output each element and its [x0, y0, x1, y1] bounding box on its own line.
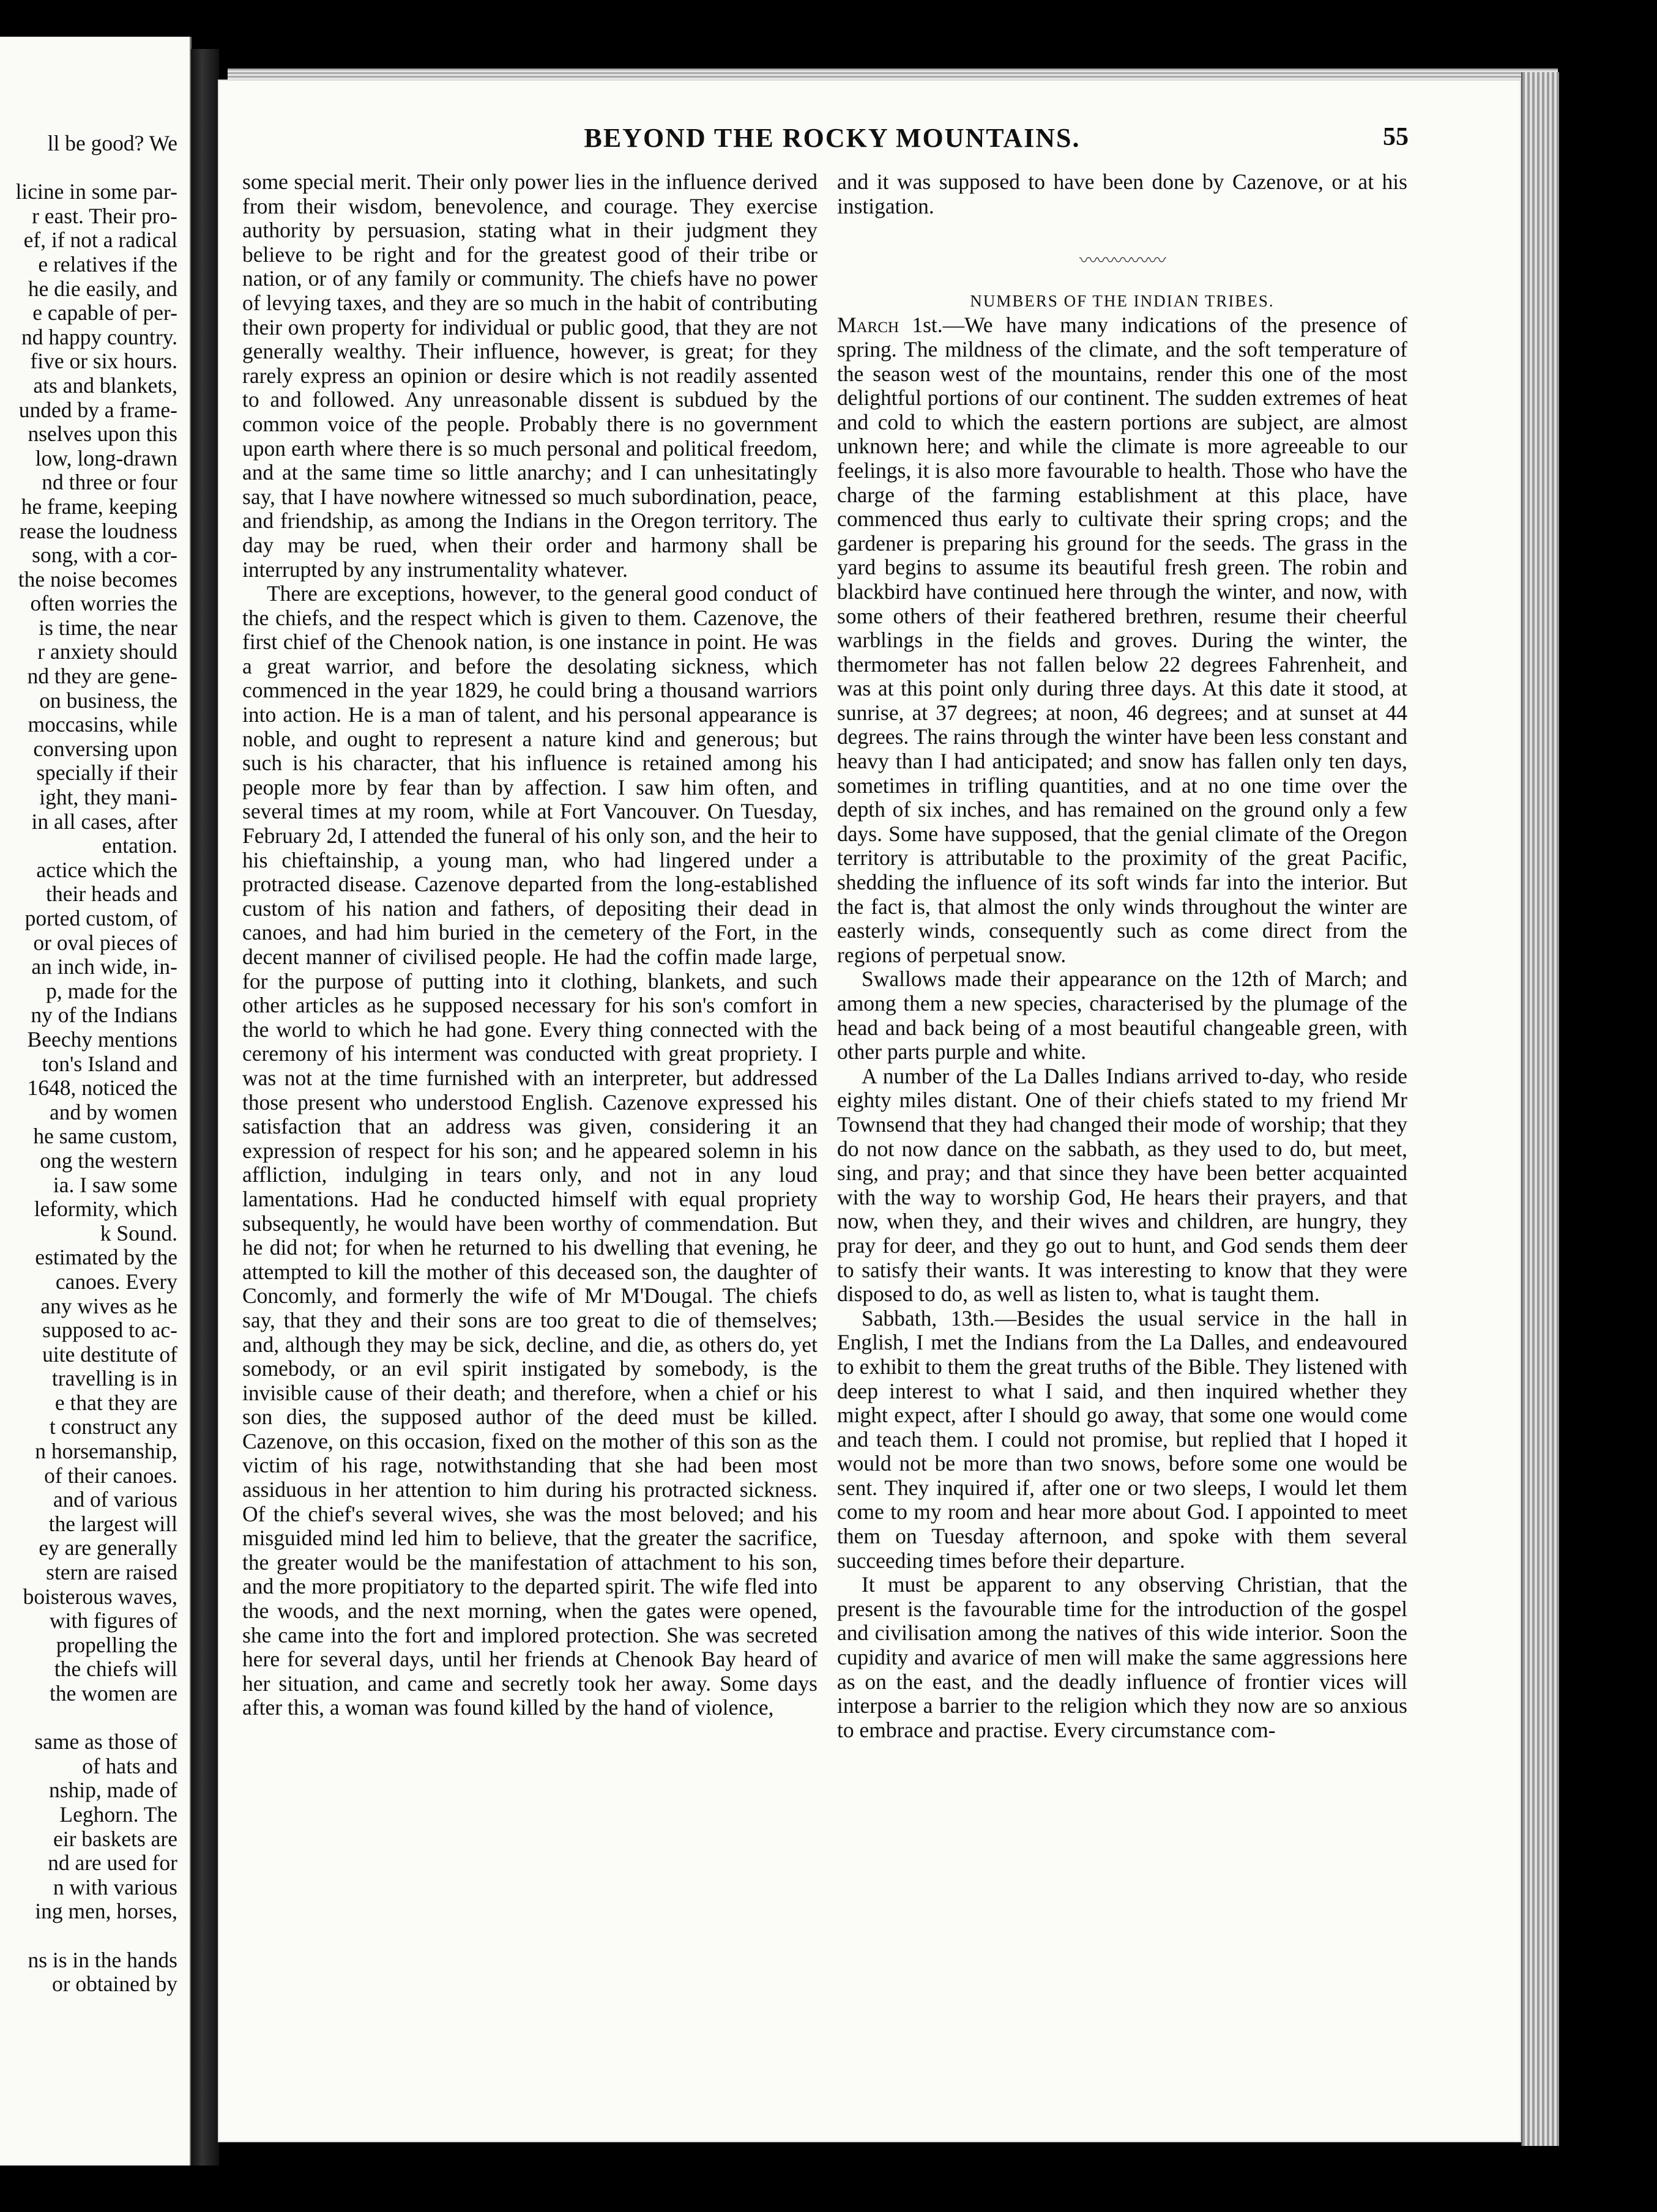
left-page-line: ported custom, of [24, 907, 177, 930]
left-page-line: the chiefs will [54, 1657, 177, 1682]
left-page-line: is time, the near [39, 615, 177, 640]
page-edges-right [1521, 72, 1559, 2146]
left-page-line: n horsemanship, [35, 1439, 177, 1464]
left-page-line: the largest will [48, 1512, 177, 1536]
left-page-line: ton's Island and [42, 1052, 177, 1076]
left-page-line [0, 1924, 177, 1948]
left-page-line: specially if their [36, 761, 177, 785]
left-page-line: estimated by the [35, 1245, 177, 1270]
left-page-line: of hats and [82, 1754, 177, 1778]
left-page-line: conversing upon [33, 737, 177, 761]
left-page-line: rease the loudness [19, 519, 177, 543]
left-page-line: ey are generally [39, 1536, 177, 1561]
left-page-line: k Sound. [100, 1221, 177, 1245]
left-page-line: ns is in the hands [28, 1948, 177, 1972]
left-page-line: nd happy country. [21, 325, 177, 349]
page-edges-top [228, 69, 1558, 80]
left-page-line: or obtained by [51, 1972, 177, 1997]
date-lead: March [837, 313, 899, 338]
left-page-line: any wives as he [40, 1294, 177, 1318]
left-page-line: he frame, keeping [21, 494, 177, 519]
left-page-line: supposed to ac- [42, 1318, 177, 1343]
left-page-line: the women are [50, 1682, 177, 1705]
left-page-line: uite destitute of [42, 1342, 177, 1367]
left-page-line: nselves upon this [28, 422, 177, 447]
paragraph: There are exceptions, however, to the general good conduct of the chiefs, and the respect which is given to them. Cazenove, the first chief of the Chenook nation, is one instance in point. He was a great warrior, and before the desolating sickness, which commenced in the year 1829, he could bring a thousand warriors into action. He is a man of talent, and his personal appearance is noble, and ought to represent a nature kind and generous; but such is his character, that his influence is retained among his people more by fear than by affection. I saw him often, and several times at my room, while at Fort Vancouver. On Tuesday, February 2d, I attended the funeral of his only son, and the heir to his chieftainship, a young man, who had lingered under a protracted disease. Cazenove departed from the long-established custom of his nation and fathers, of depositing their dead in canoes, and had him buried in the cemetery of the Fort, in the decent manner of civilised people. He had the coffin made large, for the purpose of putting into it clothing, blankets, and such other articles as he supposed necessary for his son's comfort in the world to which he had gone. Every thing connected with the ceremony of his interment was conducted with great propriety. I was not at the time furnished with an interpreter, but addressed those present who understood English. Cazenove expressed his satisfaction that an address was given, considering it an expression of respect for his son; and he appeared solemn in his affliction, indulging in tears only, and not in any loud lamentations. Had he conducted himself with equal propriety subsequently, he would have been worthy of commendation. But he did not; for when he returned to his dwelling that evening, he attempted to kill the mother of this deceased son, the daughter of Concomly, and formerly the wife of Mr M'Dougal. The chiefs say, that they and their sons are too great to die of themselves; and, although they may be sick, decline, and die, as others do, yet somebody, or an evil spirit instigated by somebody, is the invisible cause of their death; and therefore, when a chief or his son dies, the supposed author of the deed must be killed. Cazenove, on this occasion, fixed on the mother of this son as the victim of his rage, notwithstanding that she had been most assiduous in her attention to him during his protracted sickness. Of the chief's several wives, she was the most beloved; and his misguided mind led him to believe, that the greater the sacrifice, the greater would be the manifestation of attachment to his son, and the more propitiatory to the departed spirit. The wife fled into the woods, and the next morning, when the gates were opened, she came into the fort and implored protection. She was secreted here for several days, until her friends at Chenook Bay heard of her situation, and came and secretly took her away. Some days after this, a woman was found killed by the hand of violence, [242, 581, 817, 1720]
left-page-line: e relatives if the [38, 252, 177, 276]
left-page-line: he die easily, and [28, 276, 177, 301]
left-page-line: often worries the [30, 592, 177, 616]
left-page-line: stern are raised [46, 1561, 177, 1585]
left-page-line: licine in some par- [15, 180, 177, 204]
left-page-line: he same custom, [33, 1124, 177, 1149]
paragraph: some special merit. Their only power lies in the influence derived from their wisdom, benevolence, and courage. They exercise authority by persuasion, stating what in their judgment they believe to be right and for the greatest good of their tribe or nation, or of any family or community. The chiefs have no power of levying taxes, and they are so much in the habit of contributing their own property for individual or public good, that they are not generally wealthy. Their influence, however, is great; for they rarely express an opinion or desire which is not readily assented to and followed. Any unreasonable dissent is subdued by the common voice of the people. Probably there is no government upon earth where there is so much personal and political freedom, and at the same time so little anarchy; and I can unhesitatingly say, that I have nowhere witnessed so much subordination, peace, and friendship, as among the Indians in the Oregon territory. The day may be rued, when their order and harmony shall be interrupted by any instrumentality whatever. [242, 169, 817, 582]
page-number: 55 [1383, 123, 1409, 151]
paragraph: A number of the La Dalles Indians arrived to-day, who reside eighty miles distant. One of their chiefs stated to my friend Mr Townsend that they had changed their mode of worship; that they do not now dance on the sabbath, as they used to do, but meet, sing, and pray; and that since they have been better acquainted with the way to worship God, He hears their prayers, and that now, when they, and their wives and children, are hungry, they pray for deer, and they go out to hunt, and God sends them deer to satisfy their wants. It was interesting to know that they were disposed to do, as well as listen to, what is taught them. [837, 1063, 1407, 1307]
book-gutter [191, 49, 219, 2166]
left-page-line: e capable of per- [32, 301, 177, 325]
left-page-line: actice which the [36, 858, 177, 882]
left-page-line: nd are used for [48, 1851, 177, 1876]
left-page-line: ight, they mani- [39, 785, 177, 810]
left-page-line [0, 156, 177, 180]
left-page-line: n with various [53, 1875, 177, 1899]
left-page-line: leformity, which [34, 1197, 177, 1222]
left-page-line: an inch wide, in- [31, 955, 177, 979]
left-page-line: e that they are [54, 1390, 177, 1415]
left-page-line: r anxiety should [37, 640, 177, 664]
left-page-line: Leghorn. The [59, 1802, 177, 1827]
paragraph-continuation: and it was supposed to have been done by Cazenove, or at his instigation. [837, 169, 1407, 218]
left-page-line: 1648, noticed the [27, 1076, 177, 1100]
left-page-line: with figures of [49, 1609, 177, 1633]
text-column-1 [242, 170, 817, 1720]
left-page-line: and by women [49, 1100, 177, 1124]
paragraph: It must be apparent to any observing Christian, that the present is the favourable time for the introduction of the gospel and civilisation among the natives of this wide interior. Soon the cupidity and avarice of men will make the same aggressions here as on the east, and the deadly influence of frontier vices will interpose a barrier to the religion which they now are so anxious to embrace and practise. Every circumstance com- [837, 1572, 1407, 1742]
left-page-line: ef, if not a radical [23, 228, 177, 253]
left-page-line: r east. Their pro- [32, 204, 177, 228]
paragraph-text: 1st.—We have many indications of the presence of spring. The mildness of the climate, and the soft temperature of the season west of the mountains, render this one of the most delightful portions of our continent. The sudden extremes of heat and cold to which the eastern portions are subject, are almost unknown here; and while the climate is more agreeable to our feelings, it is also more favourable to health. Those who have the charge of the farming establishment at this place, have commenced thus early to cultivate their spring crops; and the gardener is preparing his ground for the seeds. The grass in the yard begins to assume its beautiful fresh green. The robin and blackbird have continued here through the winter, and now, with some others of their feathered brethren, resume their cheerful warblings in the fields and groves. During the winter, the thermometer has not fallen below 22 degrees Fahrenheit, and was at this point only during three days. At this date it stood, at sunrise, at 37 degrees; at noon, 46 degrees; and at sunset at 44 degrees. The rains through the winter have been less constant and heavy than I had anticipated; and snow has fallen only ten days, sometimes in trifling quantities, and at no one time over the depth of six inches, and has remained on the ground only a few days. Some have supposed, that the genial climate of the Oregon territory is attributable to the proximity of the great Pacific, shedding the influence of its soft winds far into the interior. But the fact is, that almost the only winds throughout the winter are easterly winds, consequently such as come direct from the regions of perpetual snow. [837, 313, 1407, 967]
left-page-line [0, 1706, 177, 1731]
left-page-line: in all cases, after [31, 809, 177, 834]
left-page-line: unded by a frame- [18, 398, 177, 422]
left-page-line: nship, made of [48, 1778, 177, 1803]
left-page-line: moccasins, while [28, 713, 177, 737]
left-page-line: ll be good? We [47, 132, 177, 155]
left-page-line: travelling is in [51, 1367, 177, 1391]
left-page-line: ny of the Indians [31, 1003, 177, 1028]
running-header: BEYOND THE ROCKY MOUNTAINS. [584, 123, 1081, 153]
left-page-line: five or six hours. [30, 349, 177, 374]
left-page-line: the noise becomes [18, 567, 177, 592]
paragraph [837, 313, 1407, 967]
left-page-line: entation. [102, 834, 177, 858]
left-page-line: low, long-drawn [35, 446, 177, 470]
left-page-line: eir baskets are [53, 1827, 177, 1851]
left-page-line: or oval pieces of [33, 930, 177, 955]
left-page-line: boisterous waves, [23, 1584, 177, 1609]
paragraph: Swallows made their appearance on the 12th of March; and among them a new species, characterised by the plumage of the head and back being of a most beautiful changeable green, with other parts purple and white. [837, 967, 1407, 1064]
left-page-text-column [0, 132, 177, 1997]
left-page-line: and of various [53, 1488, 177, 1512]
section-divider-ornament: 〰〰〰〰〰 [1079, 251, 1165, 272]
left-page-line: nd three or four [42, 470, 177, 495]
left-page-line: ong the western [40, 1148, 177, 1173]
left-page-line: ats and blankets, [33, 373, 177, 398]
left-page-line: canoes. Every [55, 1269, 177, 1294]
left-page-line: ing men, horses, [35, 1899, 177, 1924]
left-page-line: their heads and [46, 882, 177, 907]
paragraph: Sabbath, 13th.—Besides the usual service in the hall in English, I met the Indians from the La Dalles, and endeavoured to exhibit to them the great truths of the Bible. They listened with deep interest to what I said, and then inquired whether they might expect, after I should go away, that some one would come and teach them. I could not promise, but replied that I hoped it would not be more than two snows, before some one would be sent. They inquired if, after one or two sleeps, I would let them come to my room and hear more about God. I appointed to meet them on Tuesday afternoon, and spoke with them several succeeding times before their departure. [837, 1305, 1407, 1573]
left-page-line: Beechy mentions [27, 1027, 177, 1052]
left-page-line: same as those of [34, 1730, 177, 1754]
text-column-2 [837, 170, 1407, 1742]
left-page-line: ia. I saw some [53, 1173, 177, 1197]
left-page-line: t construct any [50, 1415, 177, 1439]
left-page-line: song, with a cor- [32, 543, 177, 568]
left-page-line: propelling the [56, 1633, 177, 1657]
left-page-line: nd they are gene- [27, 664, 177, 689]
left-page-line: on business, the [39, 688, 177, 713]
left-page-line: p, made for the [46, 979, 177, 1003]
left-page-line: of their canoes. [44, 1463, 177, 1488]
section-title: NUMBERS OF THE INDIAN TRIBES. [970, 291, 1275, 310]
